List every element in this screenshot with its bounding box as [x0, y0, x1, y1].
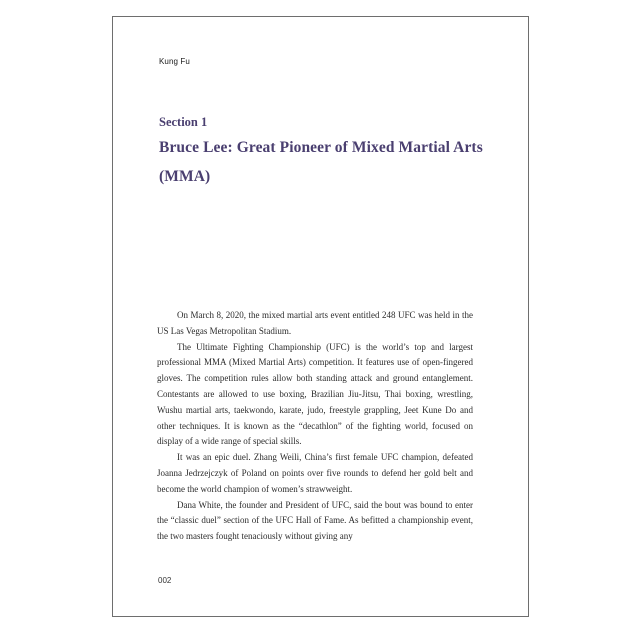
paragraph: It was an epic duel. Zhang Weili, China’s first female UFC champion, defeated Joanna Jedrzejczyk of Poland on points over five rounds to defend her gold belt and become the world champion of women’s strawweight. [157, 452, 473, 494]
page-number: 002 [158, 576, 172, 585]
body-text [157, 308, 473, 545]
paragraph: On March 8, 2020, the mixed martial arts event entitled 248 UFC was held in the US Las Vegas Metropolitan Stadium. [157, 310, 473, 336]
section-label: Section 1 [159, 115, 208, 129]
book-page [112, 16, 529, 617]
chapter-title-line-2: (MMA) [159, 168, 211, 185]
paragraph: The Ultimate Fighting Championship (UFC) is the world’s top and largest professional MMA (Mixed Martial Arts) competition. It features use of open-fingered gloves. The competition rules allow both standing attack and ground entanglement. Contestants are allowed to use boxing, Brazilian Jiu-Jitsu, Thai boxing, wrestling, Wushu martial arts, taekwondo, karate, judo, freestyle grappling, Jeet Kune Do and other techniques. It is known as the “decathlon” of the fighting world, focused on display of a wide range of special skills. [157, 341, 473, 447]
paragraph: Dana White, the founder and President of UFC, said the bout was bound to enter the “classic duel” section of the UFC Hall of Fame. As befitted a championship event, the two masters fought tenaciously without giving any [157, 499, 473, 542]
chapter-title-line-1: Bruce Lee: Great Pioneer of Mixed Martial Arts [159, 139, 483, 156]
running-header: Kung Fu [159, 57, 190, 66]
chapter-title [159, 133, 483, 191]
